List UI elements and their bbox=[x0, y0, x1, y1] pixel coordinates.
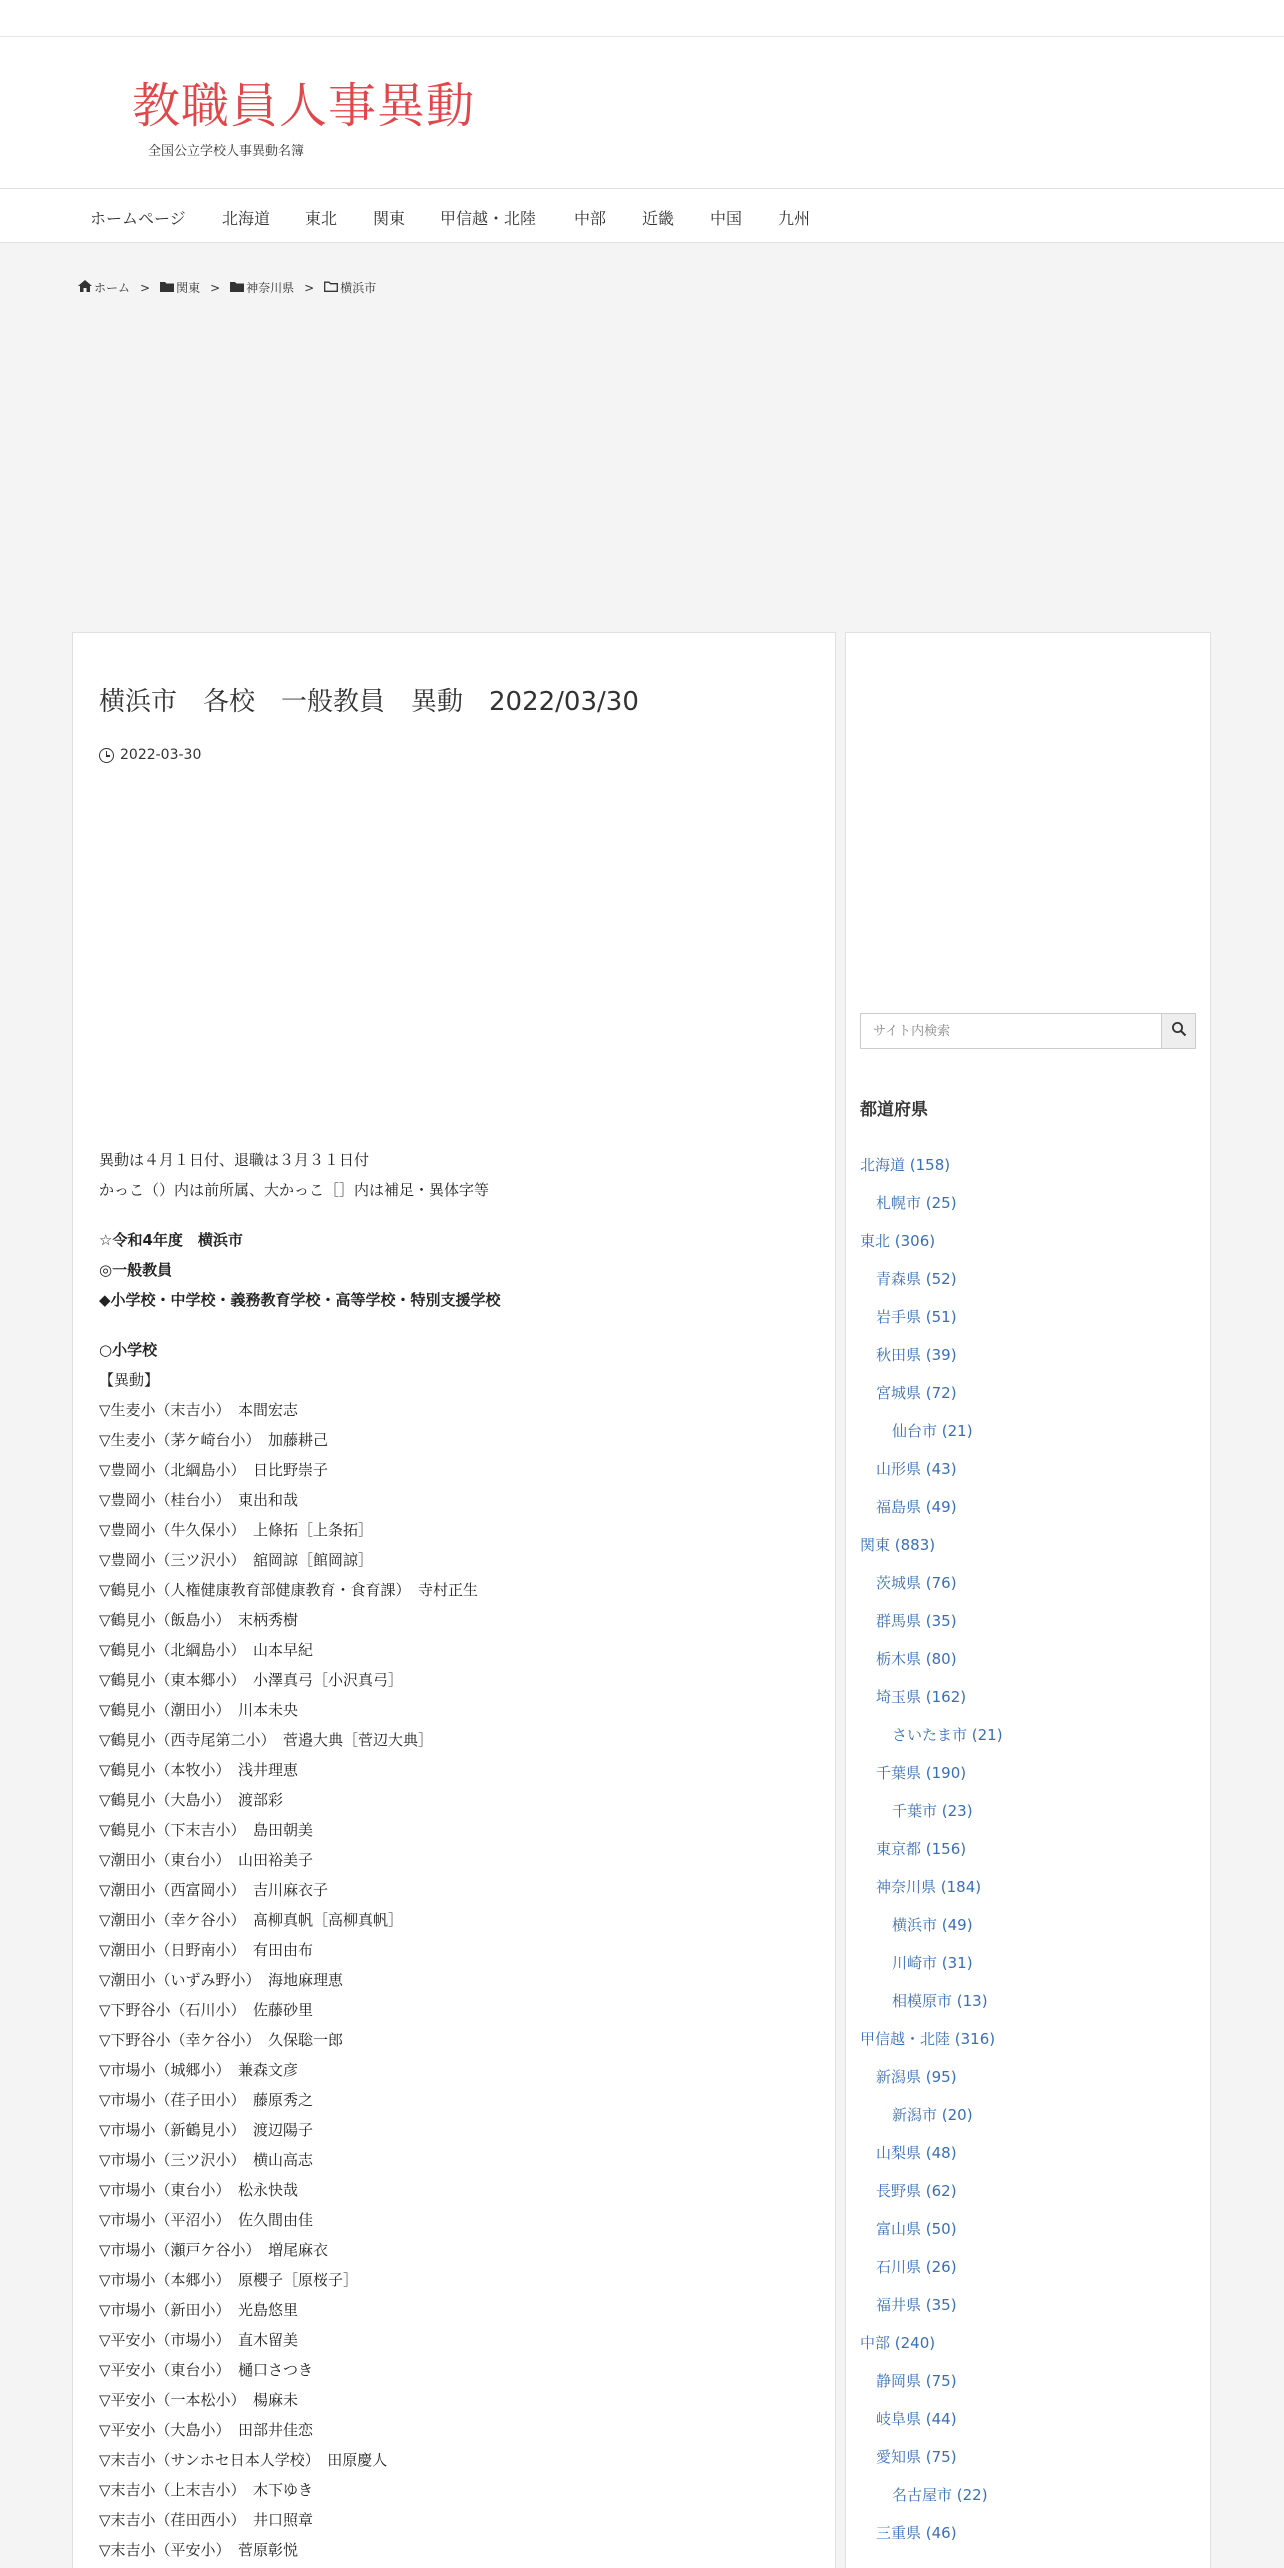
list-item: ▽市場小（平沼小） 佐久間由佳 bbox=[99, 2211, 314, 2229]
category-link[interactable]: 新潟市 (20) bbox=[892, 2106, 973, 2124]
list-item: ▽豊岡小（三ツ沢小） 舘岡諒［館岡諒］ bbox=[99, 1551, 374, 1569]
category-link[interactable]: 山梨県 (48) bbox=[876, 2144, 957, 2162]
category-link[interactable]: 北海道 (158) bbox=[860, 1156, 951, 1174]
nav-item-home[interactable]: ホームページ bbox=[90, 209, 186, 228]
global-nav bbox=[0, 188, 1284, 243]
list-item: ▽平安小（東台小） 樋口さつき bbox=[99, 2361, 314, 2379]
nav-item-hokkaido[interactable]: 北海道 bbox=[222, 209, 271, 228]
list-item: ▽市場小（三ツ沢小） 横山高志 bbox=[99, 2151, 314, 2169]
list-item: ▽潮田小（日野南小） 有田由布 bbox=[99, 1941, 314, 1959]
nav-item-kanto[interactable]: 関東 bbox=[373, 209, 406, 228]
category-link[interactable]: 川崎市 (31) bbox=[892, 1954, 973, 1972]
paragraph-gap bbox=[99, 1205, 819, 1225]
article-title: 横浜市 各校 一般教員 異動 2022/03/30 bbox=[99, 687, 639, 717]
list-item: ▽潮田小（いずみ野小） 海地麻理恵 bbox=[99, 1971, 344, 1989]
nav-item-kinki[interactable]: 近畿 bbox=[642, 209, 675, 228]
list-item: ▽生麦小（茅ケ崎台小） 加藤耕己 bbox=[99, 1431, 329, 1449]
home-icon bbox=[78, 280, 92, 295]
nav-item-tohoku[interactable]: 東北 bbox=[305, 209, 338, 228]
category-link[interactable]: 札幌市 (25) bbox=[876, 1194, 957, 1212]
category-link[interactable]: 関東 (883) bbox=[860, 1536, 936, 1554]
category-link[interactable]: 横浜市 (49) bbox=[892, 1916, 973, 1934]
list-item: ▽下野谷小（幸ケ谷小） 久保聡一郎 bbox=[99, 2031, 344, 2049]
category-link[interactable]: 埼玉県 (162) bbox=[876, 1688, 967, 1706]
search-button[interactable] bbox=[1161, 1014, 1195, 1048]
category-link[interactable]: 東北 (306) bbox=[860, 1232, 936, 1250]
category-link[interactable]: 東京都 (156) bbox=[876, 1840, 967, 1858]
folder-open-icon bbox=[324, 281, 338, 295]
list-item: ▽鶴見小（東本郷小） 小澤真弓［小沢真弓］ bbox=[99, 1671, 404, 1689]
list-item: 【異動】 bbox=[99, 1371, 160, 1389]
search-icon bbox=[1171, 1021, 1187, 1041]
category-link[interactable]: 千葉市 (23) bbox=[892, 1802, 973, 1820]
category-link[interactable]: 富山県 (50) bbox=[876, 2220, 957, 2238]
list-item: ▽末吉小（平安小） 菅原彰悦 bbox=[99, 2541, 299, 2559]
list-item: ▽末吉小（サンホセ日本人学校） 田原慶人 bbox=[99, 2451, 388, 2469]
nav-item-koshinetsu-hokuriku[interactable]: 甲信越・北陸 bbox=[440, 209, 537, 228]
article-body bbox=[99, 1145, 819, 2565]
list-item: ▽潮田小（幸ケ谷小） 髙柳真帆［高柳真帆］ bbox=[99, 1911, 404, 1929]
list-item: ▽鶴見小（人権健康教育部健康教育・食育課） 寺村正生 bbox=[99, 1581, 479, 1599]
category-link[interactable]: 神奈川県 (184) bbox=[876, 1878, 982, 1896]
breadcrumb-separator: > bbox=[304, 280, 315, 295]
list-item: 異動は４月１日付、退職は３月３１日付 bbox=[99, 1151, 370, 1169]
site-logo[interactable]: 教職員人事異動 bbox=[132, 78, 476, 134]
sidebar bbox=[845, 632, 1211, 2568]
folder-icon bbox=[160, 281, 174, 295]
paragraph-gap bbox=[99, 1315, 819, 1335]
list-item: ▽平安小（市場小） 直木留美 bbox=[99, 2331, 299, 2349]
category-link[interactable]: 栃木県 (80) bbox=[876, 1650, 957, 1668]
breadcrumb-home[interactable]: ホーム bbox=[94, 281, 131, 295]
search-input[interactable] bbox=[861, 1014, 1163, 1048]
category-link[interactable]: 愛知県 (75) bbox=[876, 2448, 957, 2466]
section-heading: ◆小学校・中学校・義務教育学校・高等学校・特別支援学校 bbox=[99, 1291, 501, 1309]
nav-item-chugoku[interactable]: 中国 bbox=[710, 209, 743, 228]
category-link[interactable]: 茨城県 (76) bbox=[876, 1574, 957, 1592]
category-link[interactable]: 新潟県 (95) bbox=[876, 2068, 957, 2086]
category-link[interactable]: 福井県 (35) bbox=[876, 2296, 957, 2314]
category-link[interactable]: 青森県 (52) bbox=[876, 1270, 957, 1288]
search-form bbox=[860, 1013, 1196, 1049]
section-heading: ○小学校 bbox=[99, 1341, 158, 1359]
list-item: ▽下野谷小（石川小） 佐藤砂里 bbox=[99, 2001, 314, 2019]
category-link[interactable]: 宮城県 (72) bbox=[876, 1384, 957, 1402]
category-link[interactable]: 山形県 (43) bbox=[876, 1460, 957, 1478]
category-list bbox=[860, 1155, 1200, 2561]
list-item: ▽鶴見小（飯島小） 末柄秀樹 bbox=[99, 1611, 299, 1629]
list-item: ▽末吉小（荏田西小） 井口照章 bbox=[99, 2511, 314, 2529]
site-tagline: 全国公立学校人事異動名簿 bbox=[148, 144, 305, 159]
breadcrumb-separator: > bbox=[210, 280, 221, 295]
category-link[interactable]: 甲信越・北陸 (316) bbox=[860, 2030, 996, 2048]
list-item: ▽豊岡小（牛久保小） 上條拓［上条拓］ bbox=[99, 1521, 374, 1539]
nav-item-chubu[interactable]: 中部 bbox=[574, 209, 607, 228]
list-item: ▽平安小（大島小） 田部井佳恋 bbox=[99, 2421, 314, 2439]
category-link[interactable]: 福島県 (49) bbox=[876, 1498, 957, 1516]
category-link[interactable]: さいたま市 (21) bbox=[892, 1726, 1003, 1744]
category-link[interactable]: 三重県 (46) bbox=[876, 2524, 957, 2542]
list-item: ▽市場小（東台小） 松永快哉 bbox=[99, 2181, 299, 2199]
category-link[interactable]: 群馬県 (35) bbox=[876, 1612, 957, 1630]
breadcrumb-kanto[interactable]: 関東 bbox=[176, 281, 201, 295]
list-item: ▽平安小（一本松小） 楊麻未 bbox=[99, 2391, 299, 2409]
category-link[interactable]: 石川県 (26) bbox=[876, 2258, 957, 2276]
category-link[interactable]: 千葉県 (190) bbox=[876, 1764, 967, 1782]
list-item: ▽鶴見小（北綱島小） 山本早紀 bbox=[99, 1641, 314, 1659]
list-item: ▽生麦小（末吉小） 本間宏志 bbox=[99, 1401, 299, 1419]
list-item: ▽豊岡小（北綱島小） 日比野崇子 bbox=[99, 1461, 329, 1479]
breadcrumb-kanagawa[interactable]: 神奈川県 bbox=[246, 281, 295, 295]
list-item: ▽市場小（新鶴見小） 渡辺陽子 bbox=[99, 2121, 314, 2139]
category-link[interactable]: 岐阜県 (44) bbox=[876, 2410, 957, 2428]
category-link[interactable]: 相模原市 (13) bbox=[892, 1992, 988, 2010]
list-item: ▽市場小（荏子田小） 藤原秀之 bbox=[99, 2091, 314, 2109]
category-link[interactable]: 仙台市 (21) bbox=[892, 1422, 973, 1440]
section-heading: ◎一般教員 bbox=[99, 1261, 173, 1279]
category-link[interactable]: 静岡県 (75) bbox=[876, 2372, 957, 2390]
list-item: ▽鶴見小（本牧小） 浅井理恵 bbox=[99, 1761, 299, 1779]
post-date bbox=[99, 747, 201, 763]
breadcrumb bbox=[78, 279, 376, 296]
category-link[interactable]: 長野県 (62) bbox=[876, 2182, 957, 2200]
category-link[interactable]: 中部 (240) bbox=[860, 2334, 936, 2352]
list-item: ▽鶴見小（西寺尾第二小） 菅邉大典［菅辺大典］ bbox=[99, 1731, 434, 1749]
list-item: ▽末吉小（上末吉小） 木下ゆき bbox=[99, 2481, 314, 2499]
list-item: ▽鶴見小（大島小） 渡部彩 bbox=[99, 1791, 284, 1809]
category-widget-title: 都道府県 bbox=[860, 1100, 928, 1120]
article bbox=[72, 632, 836, 2568]
category-link[interactable]: 名古屋市 (22) bbox=[892, 2486, 988, 2504]
list-item: ▽鶴見小（下末吉小） 島田朝美 bbox=[99, 1821, 314, 1839]
list-item: ▽市場小（本郷小） 原櫻子［原桜子］ bbox=[99, 2271, 359, 2289]
nav-item-kyushu[interactable]: 九州 bbox=[778, 209, 811, 228]
list-item: ▽鶴見小（潮田小） 川本未央 bbox=[99, 1701, 299, 1719]
clock-icon bbox=[99, 748, 114, 763]
folder-icon bbox=[230, 281, 244, 295]
list-item: かっこ（）内は前所属、大かっこ［］内は補足・異体字等 bbox=[99, 1181, 490, 1199]
list-item: ▽市場小（城郷小） 兼森文彦 bbox=[99, 2061, 299, 2079]
list-item: ▽市場小（新田小） 光島悠里 bbox=[99, 2301, 299, 2319]
list-item: ▽市場小（瀬戸ケ谷小） 増尾麻衣 bbox=[99, 2241, 329, 2259]
breadcrumb-separator: > bbox=[140, 280, 151, 295]
section-heading: ☆令和4年度 横浜市 bbox=[99, 1231, 243, 1249]
post-date-text: 2022-03-30 bbox=[120, 747, 202, 763]
breadcrumb-current: 横浜市 bbox=[340, 281, 377, 295]
list-item: ▽潮田小（西富岡小） 吉川麻衣子 bbox=[99, 1881, 329, 1899]
list-item: ▽豊岡小（桂台小） 東出和哉 bbox=[99, 1491, 299, 1509]
category-link[interactable]: 岩手県 (51) bbox=[876, 1308, 957, 1326]
top-bar bbox=[0, 0, 1284, 37]
site-header bbox=[0, 37, 1284, 188]
category-link[interactable]: 秋田県 (39) bbox=[876, 1346, 957, 1364]
list-item: ▽潮田小（東台小） 山田裕美子 bbox=[99, 1851, 314, 1869]
